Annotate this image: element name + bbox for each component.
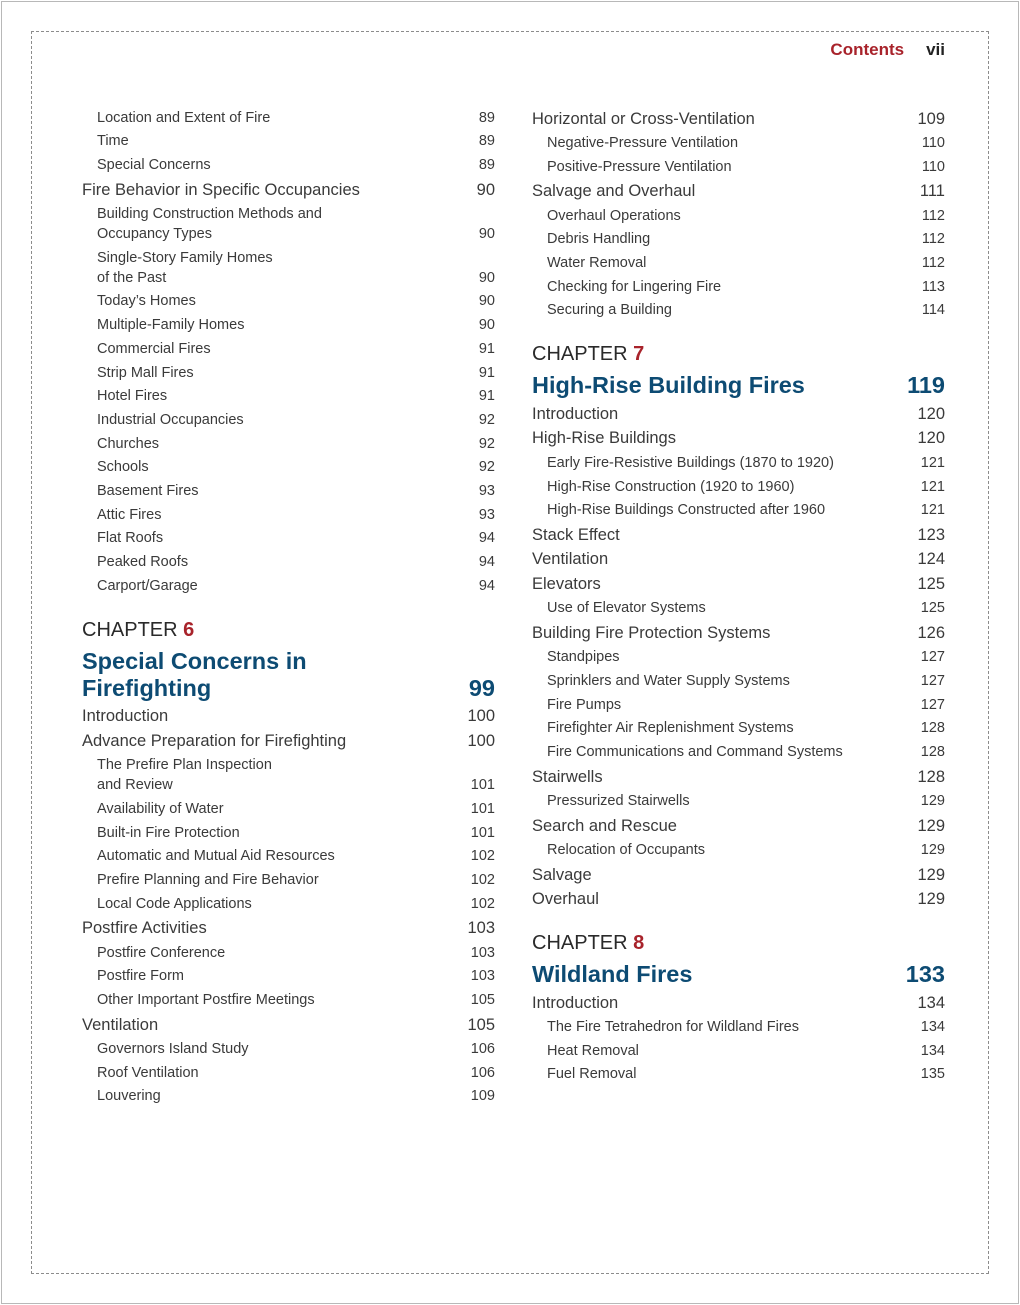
toc-subentry[interactable] xyxy=(532,718,945,738)
toc-entry-page: 123 xyxy=(917,525,945,544)
toc-subentry[interactable] xyxy=(82,248,495,288)
toc-entry-title: Peaked Roofs xyxy=(97,554,189,570)
toc-entry-title: Fuel Removal xyxy=(547,1066,637,1083)
chapter-6-label-text: CHAPTER xyxy=(82,618,184,641)
toc-entry-title: Carport/Garage xyxy=(97,577,198,594)
toc-subentry[interactable] xyxy=(532,1017,945,1037)
toc-subentry[interactable] xyxy=(532,206,945,226)
toc-entry-title: Strip Mall Fires xyxy=(97,364,194,381)
toc-subentry[interactable] xyxy=(82,108,495,128)
toc-entry-page: 112 xyxy=(921,255,945,272)
toc-entry[interactable] xyxy=(82,1015,495,1035)
toc-entry-title: Industrial Occupancies xyxy=(97,411,244,428)
toc-entry-title: Ventilation xyxy=(532,550,609,569)
toc-entry[interactable] xyxy=(82,706,495,726)
toc-subentry[interactable] xyxy=(532,742,945,762)
toc-entry-title: Use of Elevator Systems xyxy=(547,600,706,617)
toc-entry-page: 102 xyxy=(470,895,495,912)
toc-entry-page: 124 xyxy=(917,550,945,569)
toc-entry[interactable] xyxy=(532,525,945,545)
toc-entry[interactable] xyxy=(532,816,945,836)
chapter-7-page: 119 xyxy=(907,372,945,399)
toc-entry-title: Fire Communications and Command Systems xyxy=(547,744,843,761)
toc-entry[interactable] xyxy=(532,993,945,1013)
chapter-8-title: Wildland Fires xyxy=(532,961,693,988)
toc-entry-title: Postfire Activities xyxy=(82,919,207,938)
toc-subentry[interactable] xyxy=(82,966,495,986)
toc-subentry[interactable] xyxy=(532,300,945,320)
chapter-7-number: 7 xyxy=(633,343,645,366)
toc-subentry[interactable] xyxy=(82,576,495,596)
toc-entry-title: Location and Extent of Fire xyxy=(97,109,271,126)
toc-subentry[interactable] xyxy=(82,823,495,843)
toc-subentry[interactable] xyxy=(532,598,945,618)
toc-entry-title: Introduction xyxy=(532,404,619,423)
toc-entry-page: 93 xyxy=(478,506,495,523)
toc-entry-title: Roof Ventilation xyxy=(97,1064,199,1081)
toc-entry[interactable] xyxy=(532,889,945,909)
toc-entry-page: 94 xyxy=(478,530,495,547)
toc-entry-title: Horizontal or Cross-Ventilation xyxy=(532,109,755,128)
chapter-8-title-row[interactable] xyxy=(532,961,945,988)
toc-entry-page: 134 xyxy=(917,993,945,1012)
toc-entry-page: 129 xyxy=(917,816,945,835)
toc-entry-page: 113 xyxy=(921,278,945,295)
chapter-6-label xyxy=(82,618,495,642)
running-head-section: Contents xyxy=(830,40,905,59)
chapter-6-page: 99 xyxy=(468,674,495,701)
toc-entry-page: 94 xyxy=(478,554,495,570)
toc-subentry[interactable] xyxy=(82,131,495,151)
toc-entry-page: 90 xyxy=(478,269,495,286)
toc-entry[interactable] xyxy=(532,623,945,643)
toc-entry[interactable] xyxy=(532,109,945,129)
toc-subentry[interactable] xyxy=(82,894,495,914)
toc-subentry[interactable] xyxy=(82,434,495,454)
toc-subentry[interactable] xyxy=(82,528,495,548)
toc-entry-title: Elevators xyxy=(532,574,601,593)
toc-entry-title: Introduction xyxy=(82,707,169,726)
toc-entry[interactable] xyxy=(532,404,945,424)
toc-entry-title: Churches xyxy=(97,435,160,452)
toc-entry-title: Prefire Planning and Fire Behavior xyxy=(97,871,319,888)
toc-entry-title: Postfire Conference xyxy=(97,944,226,961)
toc-entry-title: Building Fire Protection Systems xyxy=(532,623,771,642)
toc-entry-title: Search and Rescue xyxy=(532,816,677,835)
toc-entry-title: Louvering xyxy=(97,1088,161,1105)
toc-subentry[interactable] xyxy=(532,1041,945,1061)
toc-subentry[interactable] xyxy=(532,453,945,473)
toc-entry-page: 101 xyxy=(470,777,495,794)
toc-entry-title: Securing a Building xyxy=(547,302,672,319)
toc-subentry[interactable] xyxy=(82,943,495,963)
toc-entry-title: Automatic and Mutual Aid Resources xyxy=(97,848,335,865)
toc-entry-page: 112 xyxy=(921,207,945,224)
toc-subentry[interactable] xyxy=(82,155,495,175)
toc-entry-page: 91 xyxy=(478,388,495,405)
toc-entry-page: 102 xyxy=(470,848,495,865)
toc-entry-page: 105 xyxy=(470,992,495,1008)
toc-entry-page: 105 xyxy=(467,1015,495,1034)
toc-entry-title: The Fire Tetrahedron for Wildland Fires xyxy=(547,1019,799,1036)
toc-subentry[interactable] xyxy=(82,755,495,795)
toc-entry-page: 111 xyxy=(919,182,945,201)
toc-entry-page: 103 xyxy=(470,968,495,985)
toc-entry-page: 109 xyxy=(470,1088,495,1105)
toc-entry-page: 89 xyxy=(478,133,495,150)
toc-entry-title: Multiple-Family Homes xyxy=(97,317,245,334)
toc-subentry[interactable] xyxy=(82,1039,495,1059)
toc-entry-page: 128 xyxy=(920,720,945,737)
toc-entry-page: 128 xyxy=(920,744,945,761)
toc-entry-title: Postfire Form xyxy=(97,968,185,985)
toc-entry-page: 92 xyxy=(478,411,495,428)
toc-subentry[interactable] xyxy=(532,229,945,249)
toc-entry-page: 89 xyxy=(478,157,495,174)
toc-entry-page: 120 xyxy=(917,404,945,423)
toc-entry-page: 110 xyxy=(921,158,945,175)
toc-entry-title: Stairwells xyxy=(532,767,603,786)
toc-entry-title: Hotel Fires xyxy=(97,388,168,405)
toc-group-chapter-6 xyxy=(82,706,495,1106)
toc-entry-title: Relocation of Occupants xyxy=(547,842,705,859)
toc-entry-page: 93 xyxy=(478,482,495,499)
toc-entry-title: Building Construction Methods and Occupancy Types xyxy=(97,206,322,243)
toc-entry-title: Standpipes xyxy=(547,649,620,666)
toc-entry-page: 102 xyxy=(470,871,495,888)
toc-entry-page: 125 xyxy=(920,600,945,617)
toc-entry-page: 90 xyxy=(476,180,495,199)
toc-subentry[interactable] xyxy=(82,386,495,406)
toc-entry-title: High-Rise Construction (1920 to 1960) xyxy=(547,478,795,495)
toc-entry-page: 129 xyxy=(920,793,945,810)
toc-subentry[interactable] xyxy=(82,552,495,572)
toc-subentry[interactable] xyxy=(532,133,945,153)
toc-entry-title: Checking for Lingering Fire xyxy=(547,278,722,295)
toc-subentry[interactable] xyxy=(532,1064,945,1084)
toc-subentry[interactable] xyxy=(82,1086,495,1106)
chapter-6-title-row[interactable] xyxy=(82,648,495,702)
toc-entry[interactable] xyxy=(532,574,945,594)
toc-subentry[interactable] xyxy=(532,500,945,520)
toc-entry-title: Attic Fires xyxy=(97,506,162,523)
toc-entry-title: Local Code Applications xyxy=(97,895,252,912)
toc-entry-title: High-Rise Buildings xyxy=(532,429,676,448)
toc-entry-page: 121 xyxy=(920,454,945,471)
toc-entry-title: Overhaul xyxy=(532,890,599,909)
running-head-page-number: vii xyxy=(926,40,945,59)
toc-group-chapter-8 xyxy=(532,993,945,1085)
chapter-7-label-text: CHAPTER xyxy=(532,343,634,366)
toc-entry-title: High-Rise Buildings Constructed after 1960 xyxy=(547,502,826,519)
toc-entry[interactable] xyxy=(82,731,495,751)
toc-entry-page: 127 xyxy=(920,696,945,713)
toc-subentry[interactable] xyxy=(532,791,945,811)
toc-subentry[interactable] xyxy=(82,339,495,359)
toc-entry-title: Salvage and Overhaul xyxy=(532,182,696,201)
toc-subentry[interactable] xyxy=(82,990,495,1010)
toc-entry-page: 120 xyxy=(917,429,945,448)
toc-entry-page: 125 xyxy=(917,574,945,593)
toc-entry[interactable] xyxy=(532,549,945,569)
toc-entry-title: Negative-Pressure Ventilation xyxy=(547,135,739,151)
toc-subentry[interactable] xyxy=(82,204,495,244)
toc-subentry[interactable] xyxy=(82,363,495,383)
chapter-6-title: Special Concerns in Firefighting xyxy=(82,647,307,701)
toc-entry-page: 127 xyxy=(920,649,945,666)
toc-entry[interactable] xyxy=(532,428,945,448)
chapter-8-number: 8 xyxy=(633,932,645,955)
toc-subentry[interactable] xyxy=(532,253,945,273)
toc-entry-page: 110 xyxy=(921,135,945,151)
toc-entry[interactable] xyxy=(82,918,495,938)
toc-entry-page: 90 xyxy=(478,317,495,334)
toc-entry-page: 109 xyxy=(917,109,945,128)
toc-subentry[interactable] xyxy=(532,477,945,497)
toc-group-left-top xyxy=(82,108,495,596)
toc-entry-page: 135 xyxy=(920,1066,945,1083)
toc-entry-page: 134 xyxy=(920,1019,945,1036)
toc-entry[interactable] xyxy=(532,181,945,201)
toc-entry-title: Introduction xyxy=(532,993,619,1012)
toc-subentry[interactable] xyxy=(532,157,945,177)
toc-entry-title: Sprinklers and Water Supply Systems xyxy=(547,673,790,689)
chapter-7-title-row[interactable] xyxy=(532,372,945,399)
toc-entry-page: 103 xyxy=(470,944,495,961)
toc-entry-page: 89 xyxy=(478,109,495,126)
toc-entry-page: 114 xyxy=(921,302,945,319)
toc-entry-title: Built-in Fire Protection xyxy=(97,824,240,841)
toc-subentry[interactable] xyxy=(532,277,945,297)
toc-entry-title: Ventilation xyxy=(82,1015,159,1034)
toc-entry-title: Other Important Postfire Meetings xyxy=(97,992,315,1008)
toc-subentry[interactable] xyxy=(532,695,945,715)
toc-subentry[interactable] xyxy=(82,315,495,335)
toc-subentry[interactable] xyxy=(82,505,495,525)
toc-entry[interactable] xyxy=(82,180,495,200)
toc-entry-page: 90 xyxy=(478,293,495,310)
running-head xyxy=(830,40,945,60)
toc-entry-title: Fire Pumps xyxy=(547,696,622,713)
toc-subentry[interactable] xyxy=(532,840,945,860)
toc-entry-title: Advance Preparation for Firefighting xyxy=(82,731,347,750)
toc-entry-page: 91 xyxy=(478,340,495,357)
toc-entry-title: Basement Fires xyxy=(97,482,199,499)
toc-subentry[interactable] xyxy=(532,671,945,691)
toc-entry-page: 134 xyxy=(920,1042,945,1059)
toc-entry-page: 127 xyxy=(920,673,945,689)
toc-entry-page: 101 xyxy=(470,800,495,817)
toc-entry-page: 94 xyxy=(478,577,495,594)
toc-entry-title: Governors Island Study xyxy=(97,1041,249,1057)
toc-entry-title: Early Fire-Resistive Buildings (1870 to 1920) xyxy=(547,454,834,471)
toc-entry[interactable] xyxy=(532,865,945,885)
toc-entry-title: Time xyxy=(97,133,129,150)
toc-entry-title: Schools xyxy=(97,459,149,476)
toc-entry[interactable] xyxy=(532,767,945,787)
toc-entry-page: 92 xyxy=(478,435,495,452)
toc-entry-title: Heat Removal xyxy=(547,1042,639,1059)
toc-entry-title: Fire Behavior in Specific Occupancies xyxy=(82,180,360,199)
toc-entry-page: 121 xyxy=(920,502,945,519)
toc-entry-page: 106 xyxy=(470,1041,495,1057)
toc-entry-page: 121 xyxy=(920,478,945,495)
toc-entry-title: Flat Roofs xyxy=(97,530,164,547)
toc-group-chapter-7 xyxy=(532,404,945,909)
toc-entry-title: Single-Story Family Homes of the Past xyxy=(97,249,273,286)
toc-subentry[interactable] xyxy=(82,799,495,819)
toc-entry-title: Firefighter Air Replenishment Systems xyxy=(547,720,794,737)
toc-entry-title: Today’s Homes xyxy=(97,293,196,310)
toc-entry-title: Availability of Water xyxy=(97,800,224,817)
toc-subentry[interactable] xyxy=(532,647,945,667)
toc-entry-title: Salvage xyxy=(532,865,592,884)
toc-subentry[interactable] xyxy=(82,481,495,501)
toc-entry-page: 101 xyxy=(470,824,495,841)
toc-subentry[interactable] xyxy=(82,410,495,430)
toc-subentry[interactable] xyxy=(82,291,495,311)
toc-left-column xyxy=(82,104,495,1110)
chapter-8-label-text: CHAPTER xyxy=(532,932,634,955)
toc-entry-page: 103 xyxy=(467,919,495,938)
toc-entry-page: 92 xyxy=(478,459,495,476)
toc-entry-title: Pressurized Stairwells xyxy=(547,793,690,810)
toc-entry-page: 106 xyxy=(470,1064,495,1081)
chapter-7-title: High-Rise Building Fires xyxy=(532,372,805,399)
toc-entry-page: 100 xyxy=(467,731,495,750)
toc-entry-title: Water Removal xyxy=(547,255,647,272)
toc-entry-page: 126 xyxy=(917,623,945,642)
toc-right-column xyxy=(532,104,945,1088)
chapter-7-label xyxy=(532,342,945,366)
toc-entry-title: Positive-Pressure Ventilation xyxy=(547,158,732,175)
toc-entry-page: 129 xyxy=(917,890,945,909)
toc-entry-title: Overhaul Operations xyxy=(547,207,681,224)
toc-subentry[interactable] xyxy=(82,1063,495,1083)
toc-subentry[interactable] xyxy=(82,846,495,866)
toc-entry-title: Special Concerns xyxy=(97,157,211,174)
toc-entry-title: Debris Handling xyxy=(547,231,651,248)
chapter-8-page: 133 xyxy=(905,961,945,988)
chapter-6-number: 6 xyxy=(183,618,195,641)
toc-subentry[interactable] xyxy=(82,870,495,890)
toc-entry-title: The Prefire Plan Inspection and Review xyxy=(97,757,272,794)
toc-entry-page: 129 xyxy=(920,842,945,859)
toc-entry-page: 129 xyxy=(917,865,945,884)
chapter-8-label xyxy=(532,931,945,955)
toc-group-right-top xyxy=(532,109,945,321)
toc-entry-title: Stack Effect xyxy=(532,525,620,544)
toc-entry-title: Commercial Fires xyxy=(97,340,211,357)
toc-subentry[interactable] xyxy=(82,457,495,477)
toc-entry-page: 90 xyxy=(478,226,495,243)
toc-entry-page: 128 xyxy=(917,767,945,786)
toc-entry-page: 100 xyxy=(467,707,495,726)
toc-entry-page: 91 xyxy=(478,364,495,381)
toc-entry-page: 112 xyxy=(921,231,945,248)
